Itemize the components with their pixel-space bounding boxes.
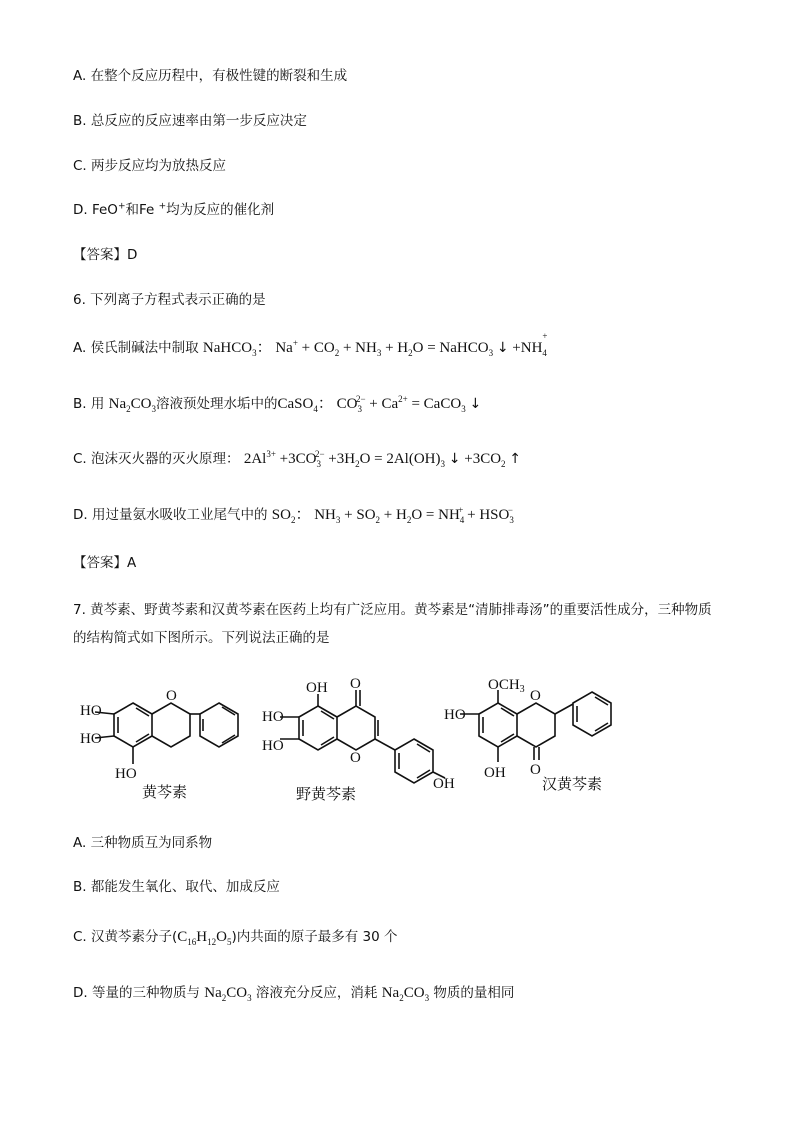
q7-d-na2co3-1: $Na_2CO_3$ xyxy=(204,985,252,1003)
q5-option-d xyxy=(73,200,274,220)
b3-och3: $OCH_3$ xyxy=(488,677,525,695)
q6-c-text: C. 泡沫灭火器的灭火原理： xyxy=(73,451,240,467)
q5-option-b: B. 总反应的反应速率由第一步反应决定 xyxy=(73,113,307,129)
b2-oh-right: OH xyxy=(433,776,455,792)
q6-b-text: B. 用 xyxy=(73,396,105,412)
q5-option-a: A. 在整个反应历程中，有极性键的断裂和生成 xyxy=(73,68,348,84)
q7-d-text2: 溶液充分反应，消耗 xyxy=(255,985,378,1001)
q7-d-na2co3-2: $Na_2CO_3$ xyxy=(381,985,430,1003)
q7-option-d xyxy=(73,983,514,1003)
q6-b-formula: CaSO$_4$： $CO_3^{2-} + Ca^{2+}$ = CaCO$_3$ ↓ xyxy=(277,394,482,414)
b3-o-ketone: O xyxy=(530,762,541,778)
q5-option-c: C. 两步反应均为放热反应 xyxy=(73,158,227,174)
q5-answer: 【答案】D xyxy=(73,247,138,263)
q5-d-feo: D. FeO xyxy=(73,202,118,218)
b3-oh-bottom: OH xyxy=(484,765,506,781)
q5-d-sup2: + xyxy=(158,201,167,212)
compound-2-label: 野黄芩素 xyxy=(296,787,357,803)
q6-a-formula: NaHCO$_3$： $Na^+ + CO_2 + NH_3 + H_2O$ = NaHCO$_3$ ↓ +NH $_{+ 4}$ xyxy=(202,331,548,358)
b3-ho: HO xyxy=(444,707,466,723)
q6-option-b xyxy=(73,394,481,414)
b1-o: O xyxy=(166,688,177,704)
q5-d-fe: 和Fe xyxy=(125,202,159,218)
q7-option-a: A. 三种物质互为同系物 xyxy=(73,835,213,851)
q6-option-a xyxy=(73,331,548,358)
structure-baicalein xyxy=(80,688,238,782)
b2-o-ketone: O xyxy=(350,676,361,692)
compound-3-label: 汉黄芩素 xyxy=(542,777,603,793)
b3-o-ring: O xyxy=(530,688,541,704)
q7-structures xyxy=(0,670,794,820)
q7-stem: 7. 黄芩素、野黄芩素和汉黄芩素在医药上均有广泛应用。黄芩素是“清肺排毒汤”的重要活性成分，三种物质的结构简式如下图所示。下列说法正确的是 xyxy=(73,602,712,646)
q5-d-suffix: 均为反应的催化剂 xyxy=(166,202,275,218)
q6-d-formula: $SO_2$： $NH_3 + SO_2 + H_2O = NH_4^+ + HSO_3^-$ xyxy=(271,505,514,525)
q6-b-na2co3: $Na_2CO_3$ xyxy=(108,396,156,414)
structure-wogonin xyxy=(444,677,611,781)
q7-option-b: B. 都能发生氧化、取代、加成反应 xyxy=(73,879,280,895)
q6-option-d xyxy=(73,505,513,525)
b2-ho2: HO xyxy=(262,738,284,754)
b1-ho2: HO xyxy=(80,731,102,747)
compound-1-label: 黄芩素 xyxy=(142,785,188,801)
q7-d-text1: D. 等量的三种物质与 xyxy=(73,985,200,1001)
q6-option-c xyxy=(73,449,521,469)
q6-c-formula: $2Al^{3+} +3CO_3^{2-} +3H_2O = 2Al(OH)_3$ ↓ $+3CO_2$ ↑ xyxy=(243,449,522,469)
b2-oh-top: OH xyxy=(306,680,328,696)
q6-b-text2: 溶液预处理水垢中的 xyxy=(156,396,278,412)
b1-ho3: HO xyxy=(115,766,137,782)
q7-d-text3: 物质的量相同 xyxy=(433,985,515,1001)
q6-stem: 6. 下列离子方程式表示正确的是 xyxy=(73,292,266,308)
b2-ho1: HO xyxy=(262,709,284,725)
q6-answer: 【答案】A xyxy=(73,555,137,571)
q6-a-text: A. 侯氏制碱法中制取 xyxy=(73,340,199,356)
q5-d-sup1: + xyxy=(117,201,126,212)
q7-c-text2: )内共面的原子最多有 30 个 xyxy=(231,929,398,945)
structure-scutellarein xyxy=(262,676,455,792)
q7-option-c xyxy=(73,927,398,947)
b2-o-ring: O xyxy=(350,750,361,766)
q6-d-text: D. 用过量氨水吸收工业尾气中的 xyxy=(73,507,268,523)
q7-c-text1: C. 汉黄芩素分子( xyxy=(73,929,178,945)
b1-ho1: HO xyxy=(80,703,102,719)
q7-c-formula: $C_{16}H_{12}O_5$ xyxy=(177,929,232,947)
